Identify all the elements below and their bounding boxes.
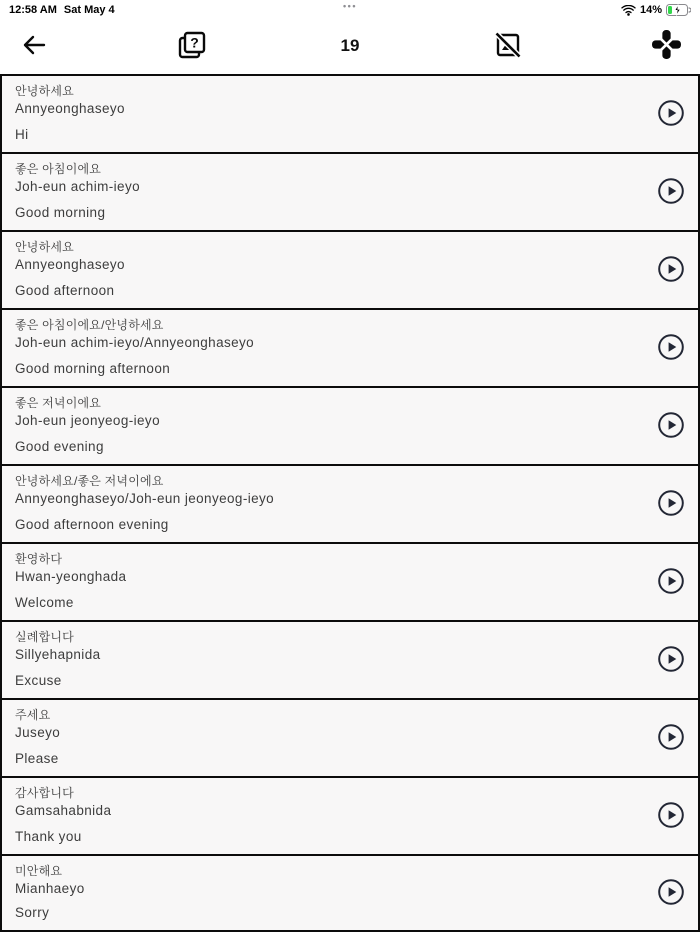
phrase-romanization: Mianhaeyo	[15, 881, 85, 896]
play-icon	[657, 411, 685, 442]
play-audio-button[interactable]	[657, 412, 685, 440]
status-left	[9, 4, 115, 16]
phrase-romanization: Annyeonghaseyo	[15, 101, 125, 116]
back-arrow-icon	[21, 34, 47, 59]
play-icon	[657, 723, 685, 754]
phrase-romanization: Gamsahabnida	[15, 803, 112, 818]
phrase-korean: 안녕하세요	[15, 84, 74, 98]
play-icon	[657, 878, 685, 909]
game-mode-button[interactable]	[646, 26, 686, 66]
phrase-row[interactable]	[2, 308, 698, 386]
phrase-romanization: Annyeonghaseyo	[15, 257, 125, 272]
play-audio-button[interactable]	[657, 490, 685, 518]
phrase-korean: 좋은 아침이에요	[15, 162, 102, 176]
dpad-clover-icon	[651, 29, 682, 63]
phrase-english: Good evening	[15, 439, 104, 454]
phrase-row[interactable]	[2, 620, 698, 698]
phrase-row[interactable]	[2, 854, 698, 932]
phrase-korean: 안녕하세요/좋은 저녁이에요	[15, 474, 164, 488]
status-time: 12:58 AM	[9, 4, 57, 16]
phrase-romanization: Joh-eun achim-ieyo	[15, 179, 141, 194]
phrase-romanization: Juseyo	[15, 725, 61, 740]
phrase-english: Thank you	[15, 829, 82, 844]
phrase-english: Excuse	[15, 673, 62, 688]
phrase-romanization: Sillyehapnida	[15, 647, 101, 662]
phrase-row[interactable]	[2, 776, 698, 854]
play-audio-button[interactable]	[657, 724, 685, 752]
play-icon	[657, 177, 685, 208]
phrase-romanization: Hwan-yeonghada	[15, 569, 127, 584]
nav-bar	[0, 18, 700, 74]
phrase-romanization: Annyeonghaseyo/Joh-eun jeonyeog-ieyo	[15, 491, 275, 506]
phrase-list	[0, 74, 700, 932]
play-audio-button[interactable]	[657, 879, 685, 907]
image-slash-icon	[492, 29, 524, 64]
multitask-dots-icon: •••	[343, 1, 357, 11]
status-bar	[0, 0, 700, 18]
play-audio-button[interactable]	[657, 646, 685, 674]
hide-image-button[interactable]	[488, 26, 528, 66]
phrase-english: Please	[15, 751, 59, 766]
phrase-korean: 환영하다	[15, 552, 63, 566]
phrase-romanization: Joh-eun jeonyeog-ieyo	[15, 413, 160, 428]
phrase-english: Hi	[15, 127, 29, 142]
phrase-english: Good afternoon	[15, 283, 115, 298]
play-icon	[657, 489, 685, 520]
play-icon	[657, 99, 685, 130]
wifi-icon	[621, 5, 636, 16]
play-icon	[657, 333, 685, 364]
back-button[interactable]	[14, 26, 54, 66]
play-icon	[657, 567, 685, 598]
play-icon	[657, 801, 685, 832]
play-audio-button[interactable]	[657, 334, 685, 362]
phrase-row[interactable]	[2, 152, 698, 230]
play-audio-button[interactable]	[657, 802, 685, 830]
play-audio-button[interactable]	[657, 178, 685, 206]
phrase-english: Good morning afternoon	[15, 361, 171, 376]
phrase-english: Good afternoon evening	[15, 517, 169, 532]
status-right	[621, 4, 691, 16]
play-audio-button[interactable]	[657, 568, 685, 596]
phrase-korean: 좋은 저녁이에요	[15, 396, 102, 410]
card-count: 19	[340, 36, 360, 55]
phrase-korean: 미안해요	[15, 864, 63, 878]
phrase-row[interactable]	[2, 542, 698, 620]
phrase-row[interactable]	[2, 74, 698, 152]
phrase-row[interactable]	[2, 464, 698, 542]
phrase-korean: 안녕하세요	[15, 240, 74, 254]
play-icon	[657, 645, 685, 676]
battery-percent: 14%	[639, 4, 662, 16]
svg-text:?: ?	[190, 34, 199, 51]
phrase-row[interactable]	[2, 698, 698, 776]
flashcard-question-icon	[176, 29, 208, 64]
phrase-row[interactable]	[2, 230, 698, 308]
battery-charging-icon	[666, 4, 691, 16]
phrase-english: Welcome	[15, 595, 74, 610]
phrase-romanization: Joh-eun achim-ieyo/Annyeonghaseyo	[15, 335, 255, 350]
status-date: Sat May 4	[63, 4, 115, 16]
play-audio-button[interactable]	[657, 256, 685, 284]
play-icon	[657, 255, 685, 286]
phrase-korean: 감사합니다	[15, 786, 74, 800]
phrase-korean: 실례합니다	[15, 630, 74, 644]
phrase-row[interactable]	[2, 386, 698, 464]
phrase-english: Sorry	[15, 905, 50, 920]
flashcard-question-button[interactable]	[172, 26, 212, 66]
phrase-english: Good morning	[15, 205, 106, 220]
phrase-korean: 좋은 아침이에요/안녕하세요	[15, 318, 164, 332]
play-audio-button[interactable]	[657, 100, 685, 128]
phrase-korean: 주세요	[15, 708, 51, 722]
